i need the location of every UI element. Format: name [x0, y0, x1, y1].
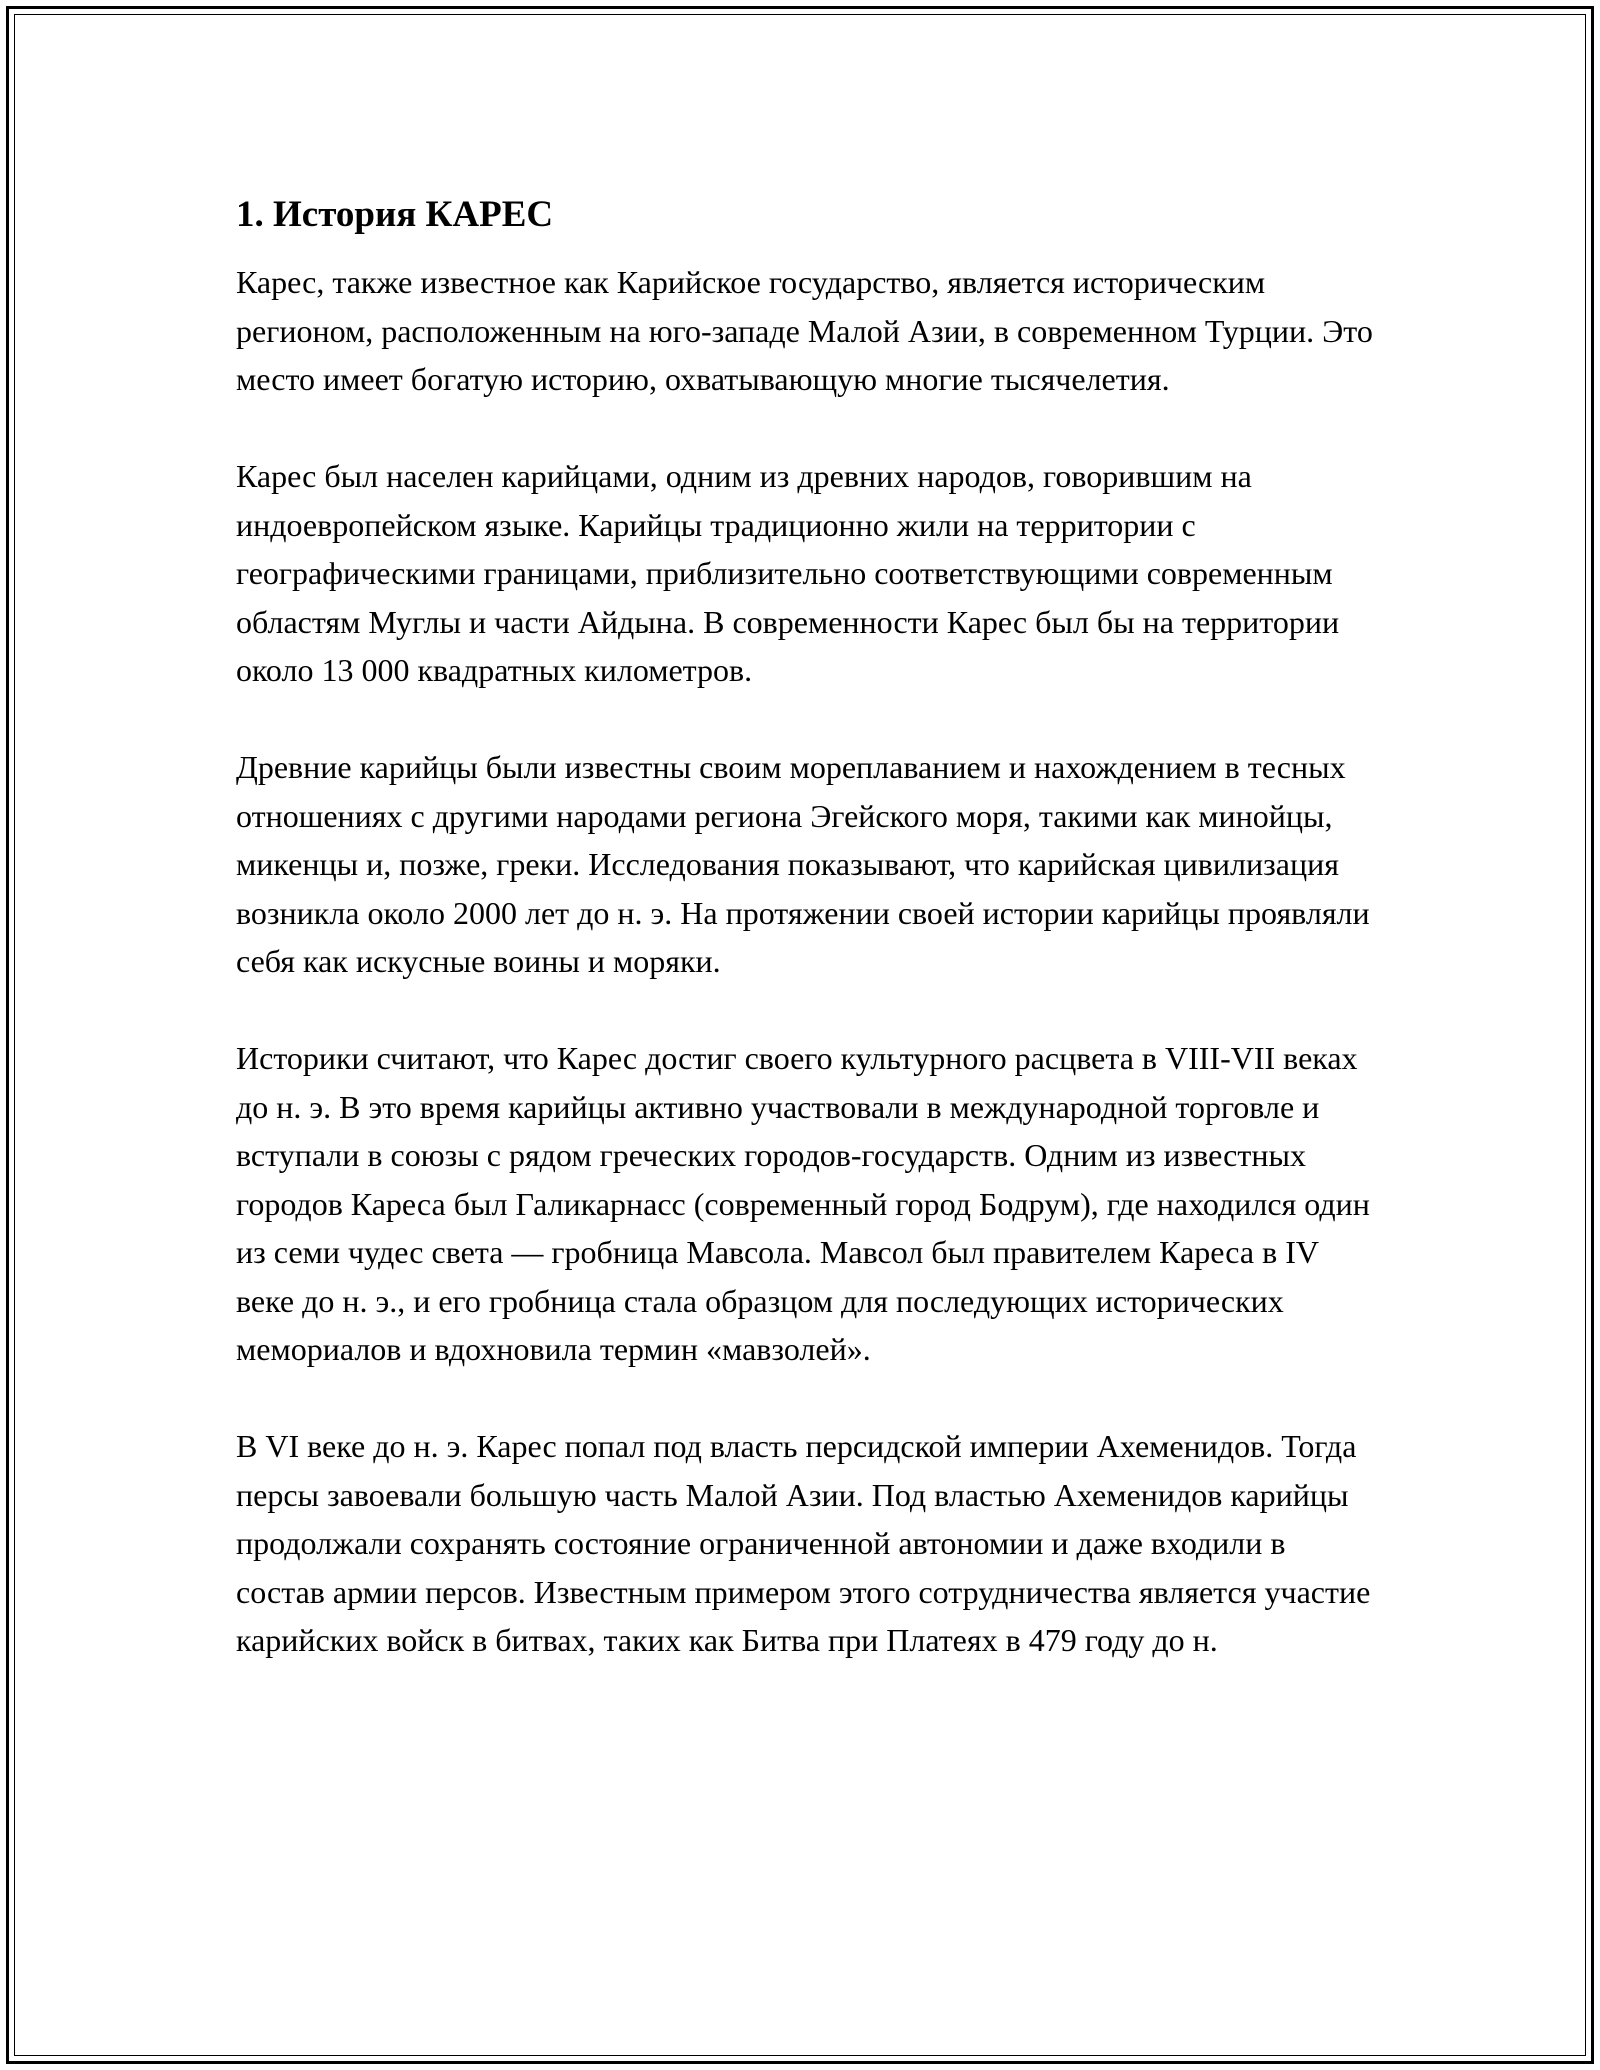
section-heading: 1. История КАРЕС [236, 194, 554, 235]
paragraph-4: Историки считают, что Карес достиг своего культурного расцвета в VIII-VII веках до н. э. В это время карийцы активно участвовали в международной торговле и вступали в союзы с рядом греческих городов-государств. Одним из известных городов Кареса был Галикарнасс (современный город Бодрум), где находился один из семи чудес света — гробница Мавсола. Мавсол был правителем Кареса в IV веке до н. э., и его гробница стала образцом для последующих исторических мемориалов и вдохновила термин «мавзолей». [236, 1040, 1370, 1367]
paragraph-3: Древние карийцы были известны своим мореплаванием и нахождением в тесных отношениях с другими народами региона Эгейского моря, такими как минойцы, микенцы и, позже, греки. Исследования показывают, что карийская цивилизация возникла около 2000 лет до н. э. На протяжении своей истории карийцы проявляли себя как искусные воины и моряки. [236, 749, 1370, 979]
document-body [236, 186, 1376, 1665]
paragraph-2: Карес был населен карийцами, одним из древних народов, говорившим на индоевропейском языке. Карийцы традиционно жили на территории с географическими границами, приблизительно соответствующими современным областям Муглы и части Айдына. В современности Карес был бы на территории около 13 000 квадратных километров. [236, 458, 1340, 688]
paragraph-1: Карес, также известное как Карийское государство, является историческим регионом, расположенным на юго-западе Малой Азии, в современном Турции. Это место имеет богатую историю, охватывающую многие тысячелетия. [236, 264, 1373, 397]
paragraph-5: В VI веке до н. э. Карес попал под власть персидской империи Ахеменидов. Тогда персы завоевали большую часть Малой Азии. Под властью Ахеменидов карийцы продолжали сохранять состояние ограниченной автономии и даже входили в состав армии персов. Известным примером этого сотрудничества является участие карийских войск в битвах, таких как Битва при Платеях в 479 году до н. [236, 1428, 1371, 1658]
